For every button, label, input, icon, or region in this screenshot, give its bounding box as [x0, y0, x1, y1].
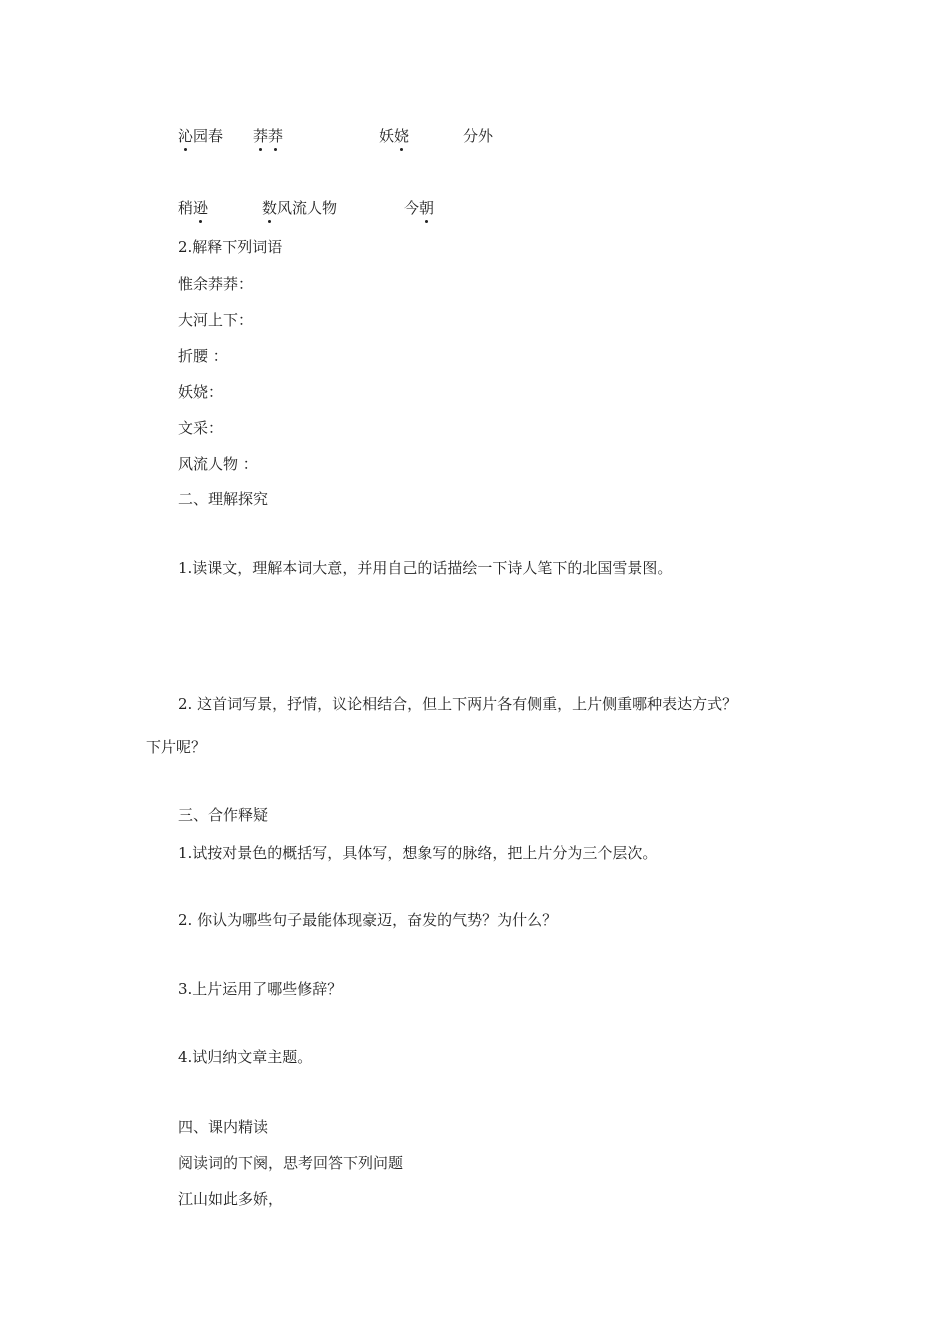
dotted-char: 莽: [253, 127, 269, 145]
reading-intro: 阅读词的下阕，思考回答下列问题: [178, 1154, 404, 1172]
dotted-char: 娆: [394, 127, 410, 145]
section-heading: 四、课内精读: [178, 1118, 269, 1136]
pinyin-word-yaorao: [379, 126, 409, 146]
plain-chars: 今: [404, 199, 420, 217]
poem-line: 江山如此多娇，: [178, 1190, 284, 1208]
term-item: 风流人物 ：: [178, 455, 258, 473]
plain-chars: 稍: [178, 199, 194, 217]
question-text: 1.读课文，理解本词大意，并用自己的话描绘一下诗人笔下的北国雪景图。: [178, 559, 673, 577]
plain-chars: 风流人物: [277, 199, 338, 217]
pinyin-word-shu: [262, 198, 337, 218]
question-text: 4.试归纳文章主题。: [178, 1048, 313, 1066]
pinyin-word-qinyuanchun: [178, 126, 223, 146]
question-text: 2. 你认为哪些句子最能体现豪迈，奋发的气势？为什么？: [178, 911, 558, 929]
term-item: 大河上下：: [178, 311, 254, 329]
pinyin-word-mangmang: [253, 126, 283, 146]
pinyin-word-fenwai: [463, 126, 493, 146]
term-item: 折腰 ：: [178, 347, 228, 365]
section-heading: 二、理解探究: [178, 490, 269, 508]
question-text-continued: 下片呢？: [146, 738, 207, 756]
question-text: 3.上片运用了哪些修辞？: [178, 980, 343, 998]
term-item: 妖娆：: [178, 383, 224, 401]
dotted-char: 逊: [193, 199, 209, 217]
dotted-char: 朝: [419, 199, 435, 217]
plain-chars: 分外: [463, 127, 494, 145]
section-heading: 三、合作释疑: [178, 806, 269, 824]
question-text: 1.试按对景色的概括写，具体写，想象写的脉络，把上片分为三个层次。: [178, 844, 658, 862]
term-item: 惟余莽莽：: [178, 275, 254, 293]
pinyin-word-shaoxun: [178, 198, 208, 218]
question-text: 2. 这首词写景，抒情，议论相结合，但上下两片各有侧重，上片侧重哪种表达方式？: [178, 695, 738, 713]
dotted-char: 沁: [178, 127, 194, 145]
plain-chars: 园春: [193, 127, 224, 145]
term-item: 文采：: [178, 419, 224, 437]
plain-chars: 妖: [379, 127, 395, 145]
dotted-char: 莽: [268, 127, 284, 145]
dotted-char: 数: [262, 199, 278, 217]
question-title: 2.解释下列词语: [178, 238, 283, 256]
pinyin-word-jinzhao: [404, 198, 434, 218]
